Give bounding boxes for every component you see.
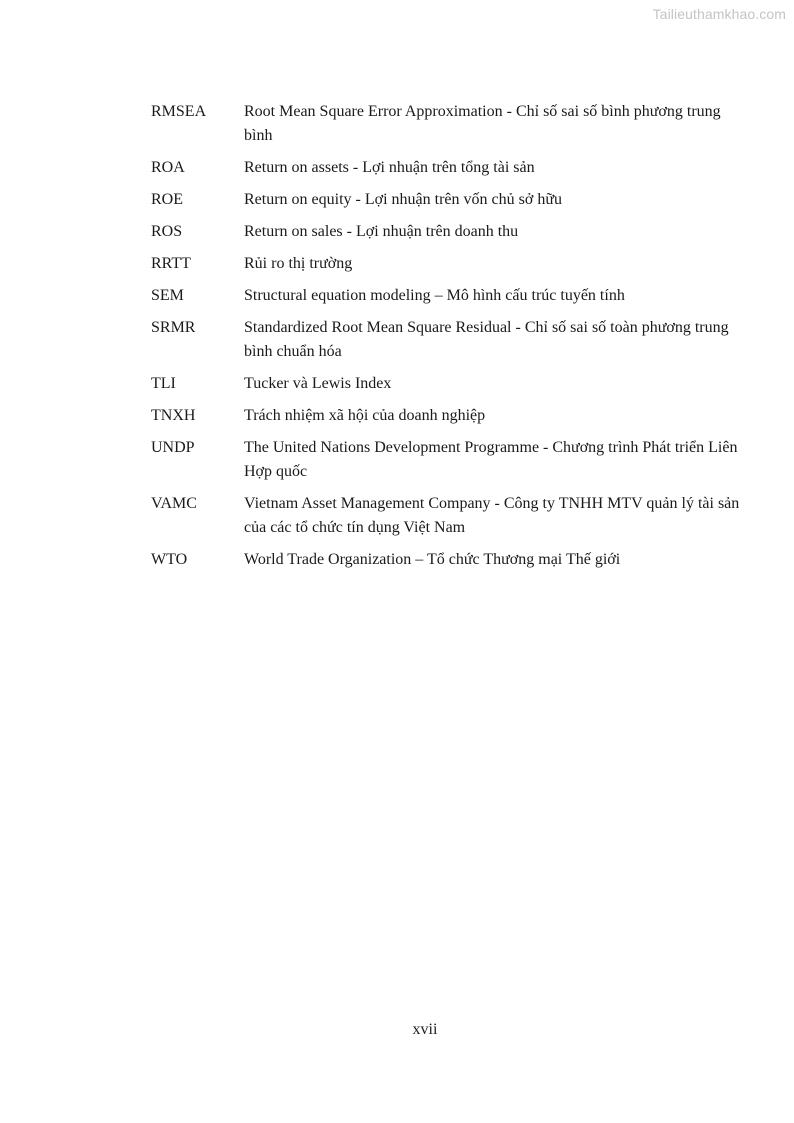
abbreviation-row [151,188,751,212]
abbreviation-row [151,100,751,148]
abbreviation-description: Tucker và Lewis Index [244,375,392,392]
abbreviation-row [151,156,751,180]
abbreviation-row [151,372,751,396]
abbreviation-term: ROE [151,191,183,208]
abbreviation-description: Vietnam Asset Management Company - Công ty TNHH MTV quản lý tài sản của các tổ chức tín dụng Việt Nam [244,495,740,536]
abbreviation-description: Return on sales - Lợi nhuận trên doanh thu [244,223,519,240]
abbreviation-description: World Trade Organization – Tổ chức Thương mại Thế giới [244,551,621,568]
abbreviation-description: Structural equation modeling – Mô hình cấu trúc tuyến tính [244,287,625,304]
abbreviation-description: The United Nations Development Programme - Chương trình Phát triển Liên Hợp quốc [244,439,738,480]
abbreviation-description: Trách nhiệm xã hội của doanh nghiệp [244,407,486,424]
abbreviation-term: UNDP [151,439,195,456]
abbreviation-description: Return on assets - Lợi nhuận trên tổng tài sản [244,159,535,176]
abbreviation-row [151,252,751,276]
abbreviation-row [151,436,751,484]
abbreviation-term: ROA [151,159,185,176]
abbreviation-row [151,316,751,364]
abbreviation-term: SEM [151,287,184,304]
abbreviation-term: RRTT [151,255,191,272]
abbreviation-term: SRMR [151,319,196,336]
abbreviation-description: Return on equity - Lợi nhuận trên vốn chủ sở hữu [244,191,562,208]
page-number: xvii [412,1021,438,1038]
abbreviation-term: WTO [151,551,188,568]
abbreviation-row [151,548,751,572]
abbreviation-row [151,404,751,428]
abbreviation-term: TNXH [151,407,196,424]
abbreviation-list [151,100,751,580]
abbreviation-term: ROS [151,223,183,240]
abbreviation-description: Standardized Root Mean Square Residual - Chỉ số sai số toàn phương trung bình chuẩn hóa [244,319,729,360]
abbreviation-term: TLI [151,375,176,392]
abbreviation-row [151,284,751,308]
abbreviation-row [151,220,751,244]
abbreviation-row [151,492,751,540]
abbreviation-description: Root Mean Square Error Approximation - Chỉ số sai số bình phương trung bình [244,103,721,144]
abbreviation-term: RMSEA [151,103,207,120]
abbreviation-description: Rủi ro thị trường [244,255,353,272]
watermark-text: Tailieuthamkhao.com [652,6,786,22]
abbreviation-term: VAMC [151,495,197,512]
